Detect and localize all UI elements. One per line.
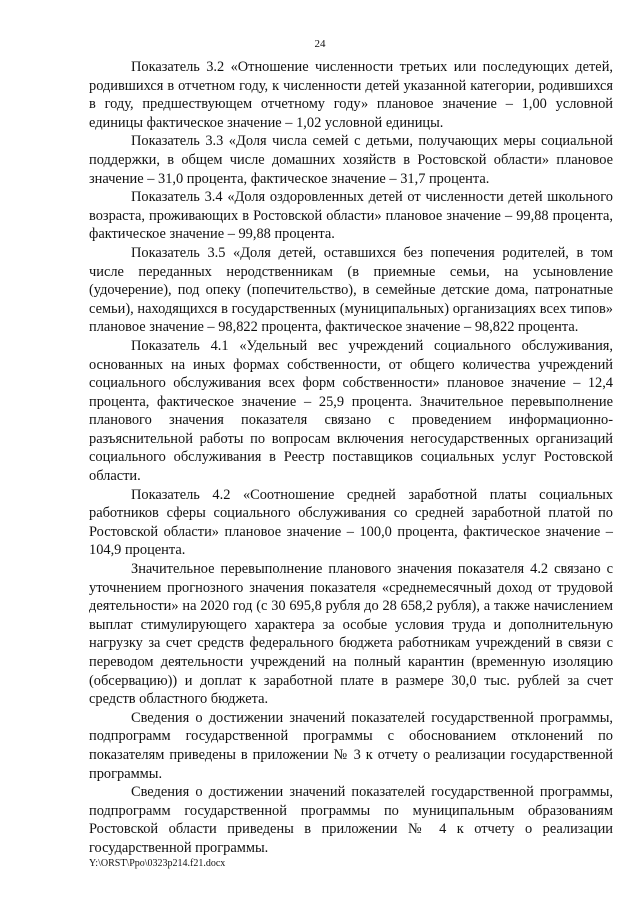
paragraph-indicator-3-3: Показатель 3.3 «Доля числа семей с детьми, получающих меры социальной поддержки, в общем числе домашних хозяйств в Ростовской области» плановое значение – 31,0 процента, фактическое значение – 31,7 процента.	[89, 133, 613, 187]
paragraph-indicator-4-1: Показатель 4.1 «Удельный вес учреждений социального обслуживания, основанных на иных формах собственности, от общего количества учреждений социального обслуживания всех форм собственности» плановое значение – 12,4 процента, фактическое значение – 25,9 процента. Значительное перевыполнение планового значения показателя связано с проведением информационно-разъяснительной работы по вопросам включения негосударственных организаций социального обслуживания в Реестр поставщиков социальных услуг Ростовской области.	[89, 337, 613, 485]
footer-file-path: Y:\ORST\Ppo\0323p214.f21.docx	[89, 858, 226, 869]
paragraph-appendix-3: Сведения о достижении значений показателей государственной программы, подпрограмм государственной программы с обоснованием отклонений по показателям приведены в приложении № 3 к отчету о реализации государственной программы.	[89, 709, 613, 782]
paragraph-indicator-4-2: Показатель 4.2 «Соотношение средней заработной платы социальных работников сферы социального обслуживания со средней заработной платой по Ростовской области» плановое значение – 100,0 процента, фактическое значение – 104,9 процента.	[89, 486, 613, 559]
paragraph-indicator-3-2: Показатель 3.2 «Отношение численности третьих или последующих детей, родившихся в отчетном году, к численности детей указанной категории, родившихся в году, предшествующем отчетному году» плановое значение – 1,00 условной единицы фактическое значение – 1,02 условной единицы.	[89, 59, 613, 131]
document-body	[89, 58, 613, 858]
paragraph-appendix-4: Сведения о достижении значений показателей государственной программы, подпрограмм государственной программы по муниципальным образованиям Ростовской области приведены в приложении № 4 к отчету о реализации государственной программы.	[89, 784, 613, 856]
page-number: 24	[314, 38, 326, 50]
paragraph-indicator-3-4: Показатель 3.4 «Доля оздоровленных детей от численности детей школьного возраста, проживающих в Ростовской области» плановое значение – 99,88 процента, фактическое значение – 99,88 процента.	[89, 189, 613, 243]
paragraph-indicator-3-5: Показатель 3.5 «Доля детей, оставшихся без попечения родителей, в том числе переданных неродственникам (в приемные семьи, на усыновление (удочерение), под опеку (попечительство), в семейные детские дома, патронатные семьи), находящихся в государственных (муниципальных) организациях всех типов» плановое значение – 98,822 процента, фактическое значение – 98,822 процента.	[89, 244, 613, 336]
paragraph-overfulfillment-4-2: Значительное перевыполнение планового значения показателя 4.2 связано с уточнением прогнозного значения показателя «среднемесячный доход от трудовой деятельности» на 2020 год (с 30 695,8 рубля до 28 658,2 рубля), а также начислением выплат стимулирующего характера за особые условия труда и дополнительную нагрузку за счет средств федерального бюджета работникам учреждений в связи с переводом деятельности учреждений на полный карантин (временную изоляцию (обсервацию)) и доплат к заработной плате в размере 30,0 тыс. рублей за счет средств областного бюджета.	[89, 561, 613, 708]
